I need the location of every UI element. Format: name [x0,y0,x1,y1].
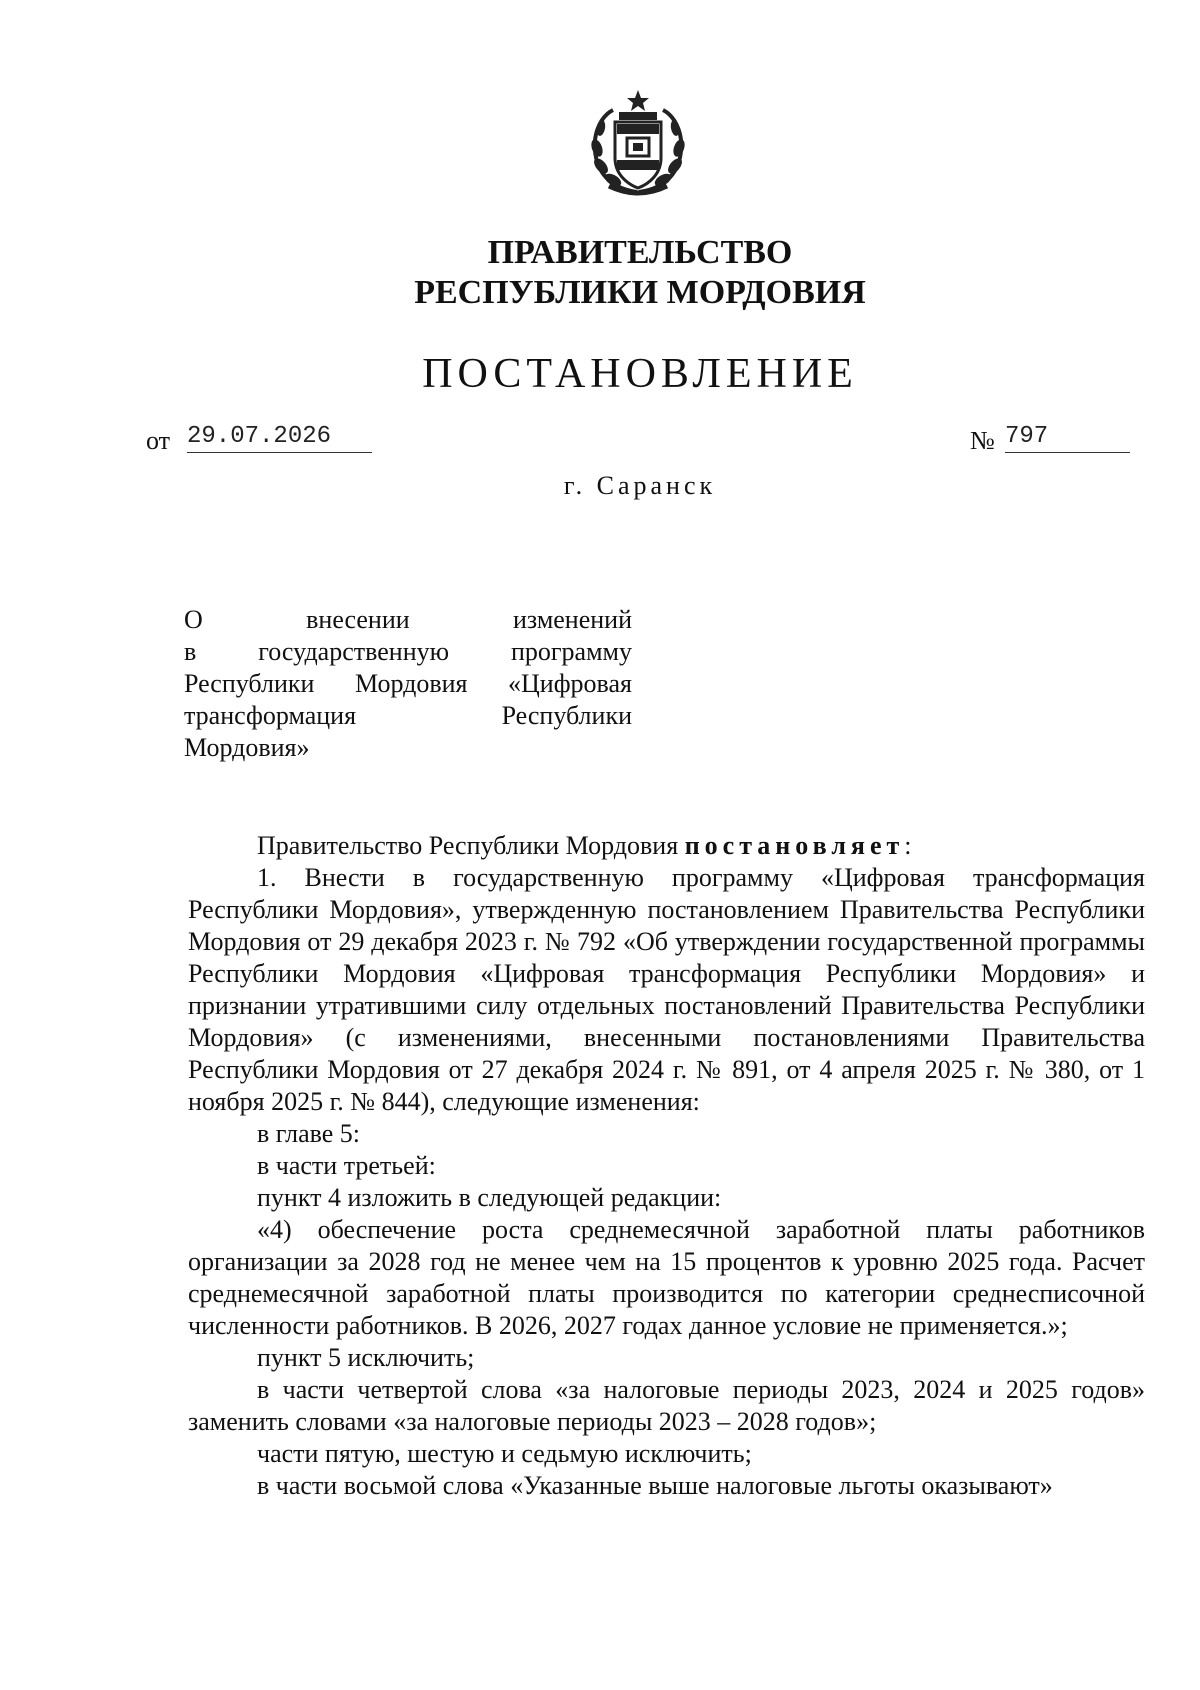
subject-word: трансформация [184,701,357,730]
number-prefix: № [970,426,995,455]
intro-decree-word: постановляет [684,831,905,860]
document-number: 797 [1005,422,1130,453]
body-paragraph: в части восьмой слова «Указанные выше налоговые льготы оказывают» [257,1471,1053,1500]
document-type: ПОСТАНОВЛЕНИЕ [422,351,858,397]
body-paragraph: 1. Внести в государственную программу «Цифровая трансформация Республики Мордовия», утвержденную постановлением Правительства Республики Мордовия от 29 декабря 2023 г. № 792 «Об утверждении государственной программы Республики Мордовия «Цифровая трансформация Республики Мордовия» и признании утратившими силу отдельных постановлений Правительства Республики Мордовия» (с изменениями, внесенными постановлениями Правительства Республики Мордовия от 27 декабря 2024 г. № 891, от 4 апреля 2025 г. № 380, от 1 ноября 2025 г. № 844), следующие изменения: [188,863,1145,1116]
date-prefix: от [146,426,171,455]
subject-line [184,636,632,668]
subject-word: «Цифровая [508,669,632,698]
subject-line [184,668,632,700]
intro-colon: : [904,831,912,860]
body-paragraph: части пятую, шестую и седьмую исключить; [257,1439,752,1468]
body-paragraph: пункт 5 исключить; [257,1343,475,1372]
body-paragraph: пункт 4 изложить в следующей редакции: [257,1183,722,1212]
body-paragraph: в части третьей: [257,1151,436,1180]
document-subject [184,604,632,764]
subject-word: изменений [513,605,633,634]
subject-line [184,732,632,764]
subject-line [184,604,632,636]
subject-word: О [184,605,203,634]
org-title-line2: РЕСПУБЛИКИ МОРДОВИЯ [414,274,866,311]
body-paragraph: в главе 5: [257,1119,361,1148]
document-date: 29.07.2026 [187,422,372,453]
document-body [188,830,1145,1502]
subject-word: государственную [258,637,450,666]
subject-word: Республики [184,669,315,698]
subject-word: Мордовия [354,669,468,698]
subject-word: в [184,637,197,666]
intro-paragraph [188,830,1145,862]
org-title-line1: ПРАВИТЕЛЬСТВО [487,234,793,271]
subject-word: внесении [306,605,410,634]
body-paragraph: в части четвертой слова «за налоговые периоды 2023, 2024 и 2025 годов» заменить словами «за налоговые периоды 2023 – 2028 годов»; [188,1375,1145,1436]
city: г. Саранск [563,471,717,500]
subject-line [184,700,632,732]
subject-word: Мордовия» [184,733,310,762]
subject-word: программу [510,637,632,666]
intro-text: Правительство Республики Мордовия [257,831,685,860]
subject-word: Республики [501,701,632,730]
coat-of-arms-icon [587,88,689,200]
body-paragraph: «4) обеспечение роста среднемесячной заработной платы работников организации за 2028 год не менее чем на 15 процентов к уровню 2025 года. Расчет среднемесячной заработной платы производится по категории среднесписочной численности работников. В 2026, 2027 годах данное условие не применяется.»; [188,1215,1145,1340]
